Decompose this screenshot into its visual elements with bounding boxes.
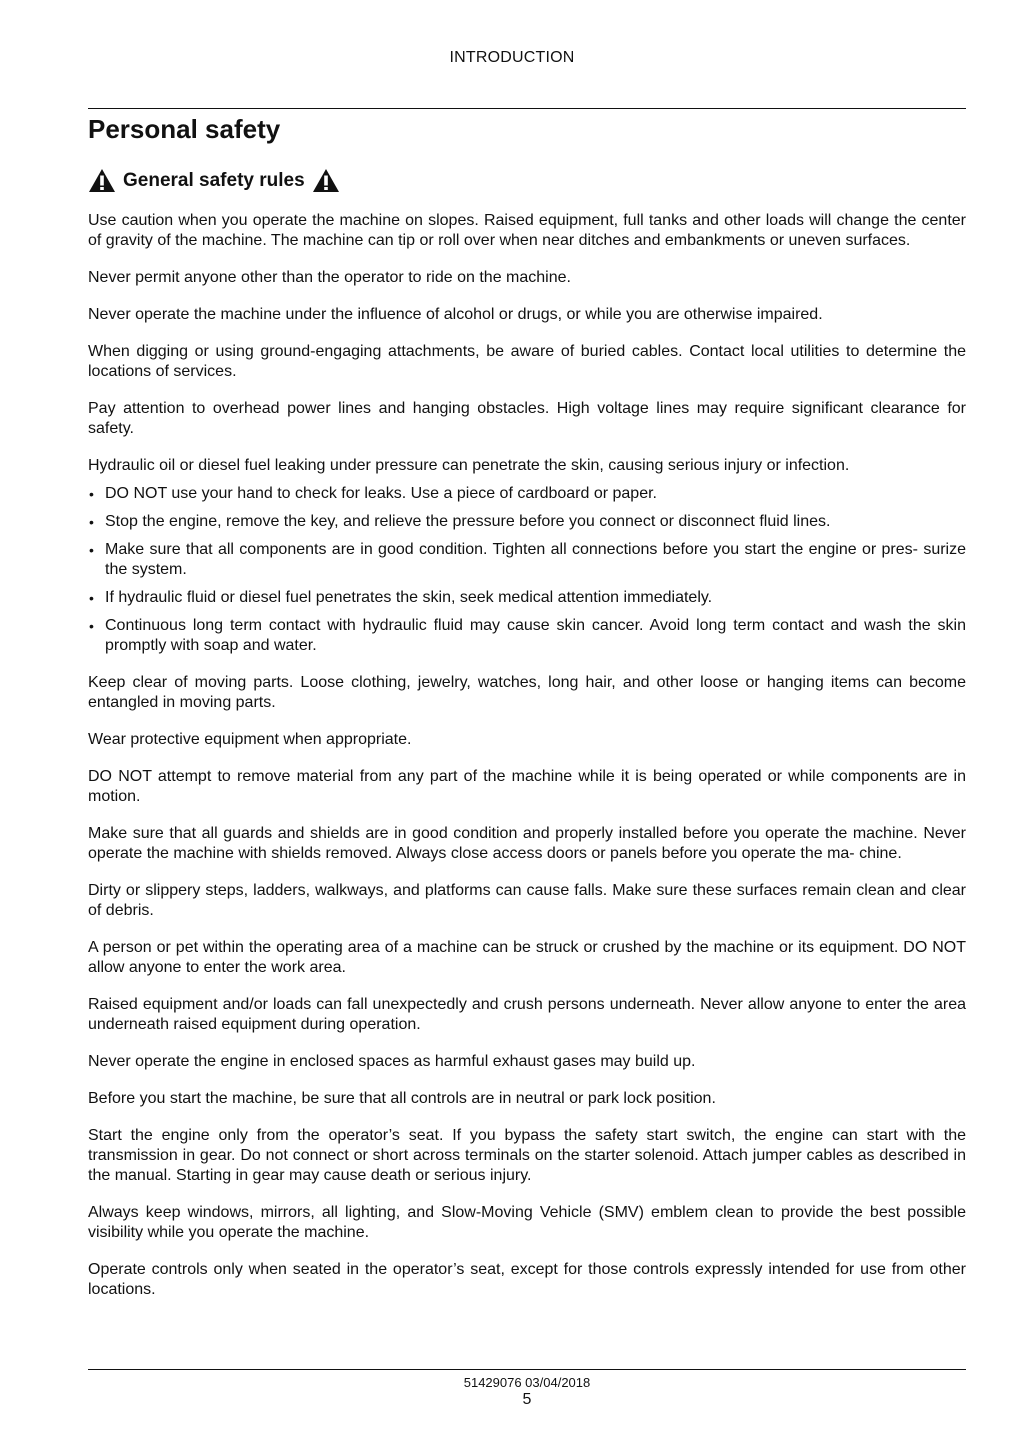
list-item: • Stop the engine, remove the key, and relieve the pressure before you connect or disconnect fluid lines. (88, 512, 966, 532)
paragraph: DO NOT attempt to remove material from any part of the machine while it is being operated or while components are in motion. (88, 768, 966, 805)
paragraph: Keep clear of moving parts. Loose clothing, jewelry, watches, long hair, and other loose or hanging items can become entangled in moving parts. (88, 674, 966, 711)
warning-triangle-icon (88, 168, 116, 193)
paragraph: Never operate the engine in enclosed spaces as harmful exhaust gases may build up. (88, 1053, 696, 1070)
paragraph: Never permit anyone other than the operator to ride on the machine. (88, 269, 571, 286)
list-item: • DO NOT use your hand to check for leaks. Use a piece of cardboard or paper. (88, 484, 966, 504)
body-content (88, 211, 966, 1317)
document-id: 51429076 03/04/2018 (463, 1375, 591, 1390)
paragraph: Wear protective equipment when appropriate. (88, 731, 412, 748)
list-item: • Make sure that all components are in good condition. Tighten all connections before you start the engine or pres- surize the system. (88, 540, 966, 580)
bullet-list (88, 484, 966, 656)
paragraph: Operate controls only when seated in the operator’s seat, except for those controls expressly intended for use from other locations. (88, 1261, 966, 1298)
header-divider (88, 108, 966, 109)
running-header: INTRODUCTION (449, 49, 575, 66)
paragraph: Hydraulic oil or diesel fuel leaking under pressure can penetrate the skin, causing serious injury or infection. (88, 457, 850, 474)
section-heading-label: General safety rules (123, 169, 305, 191)
paragraph: A person or pet within the operating area of a machine can be struck or crushed by the machine or its equipment. DO NOT allow anyone to enter the work area. (88, 939, 966, 976)
paragraph: Start the engine only from the operator’s seat. If you bypass the safety start switch, the engine can start with the transmission in gear. Do not connect or short across terminals on the starter solenoid. Attach jumper cables as described in the manual. Starting in gear may cause death or serious injury. (88, 1127, 966, 1184)
warning-triangle-icon (312, 168, 340, 193)
footer-divider (88, 1369, 966, 1370)
list-item: • If hydraulic fluid or diesel fuel penetrates the skin, seek medical attention immediately. (88, 588, 966, 608)
page-title: Personal safety (88, 114, 281, 144)
paragraph: Pay attention to overhead power lines and hanging obstacles. High voltage lines may require significant clearance for safety. (88, 400, 966, 437)
list-item: • Continuous long term contact with hydraulic fluid may cause skin cancer. Avoid long term contact and wash the skin promptly with soap and water. (88, 616, 966, 656)
section-heading (88, 168, 340, 193)
paragraph: Raised equipment and/or loads can fall unexpectedly and crush persons underneath. Never allow anyone to enter the area underneath raised equipment during operation. (88, 996, 966, 1033)
paragraph: Use caution when you operate the machine on slopes. Raised equipment, full tanks and other loads will change the center of gravity of the machine. The machine can tip or roll over when near ditches and embankments or uneven surfaces. (88, 212, 966, 249)
paragraph: When digging or using ground-engaging attachments, be aware of buried cables. Contact local utilities to determine the locations of services. (88, 343, 966, 380)
page-number: 5 (522, 1391, 532, 1408)
paragraph: Before you start the machine, be sure that all controls are in neutral or park lock position. (88, 1090, 716, 1107)
paragraph: Dirty or slippery steps, ladders, walkways, and platforms can cause falls. Make sure these surfaces remain clean and clear of debris. (88, 882, 966, 919)
paragraph: Always keep windows, mirrors, all lighting, and Slow-Moving Vehicle (SMV) emblem clean to provide the best possible visibility while you operate the machine. (88, 1204, 966, 1241)
paragraph: Make sure that all guards and shields are in good condition and properly installed before you operate the machine. Never operate the machine with shields removed. Always close access doors or panels before you operate the ma- chine. (88, 825, 966, 862)
paragraph: Never operate the machine under the influence of alcohol or drugs, or while you are otherwise impaired. (88, 306, 823, 323)
